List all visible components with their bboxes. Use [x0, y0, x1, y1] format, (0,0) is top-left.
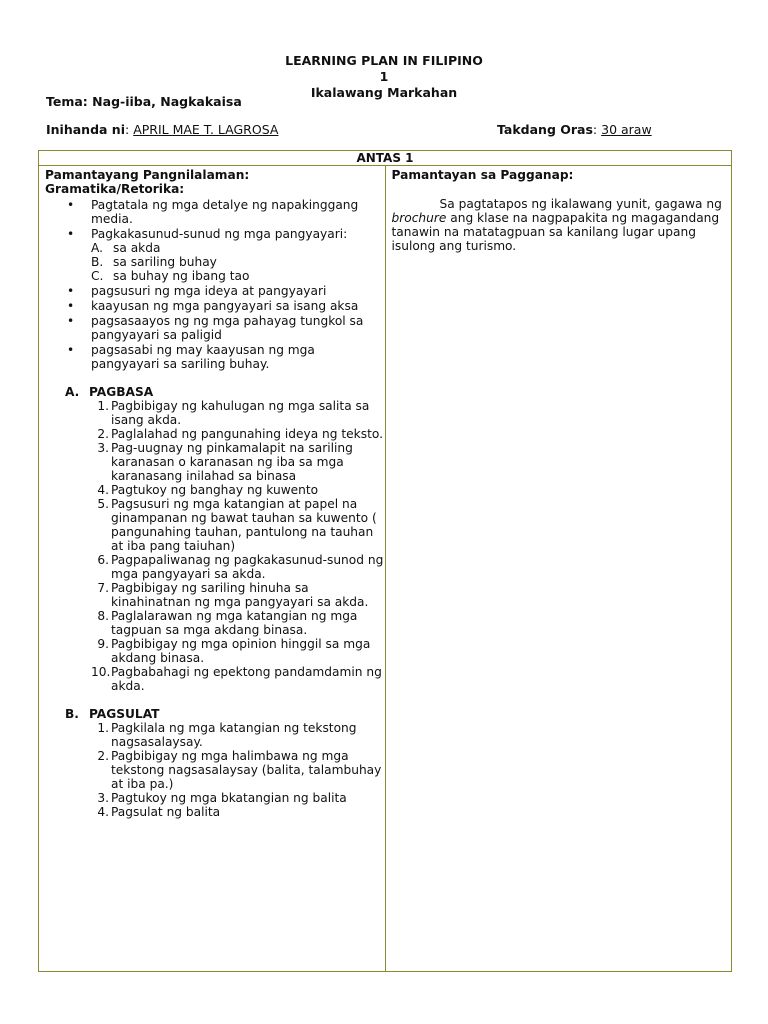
- grammar-heading: Gramatika/Retorika:: [45, 182, 185, 196]
- list-item: • Pagkakasunud-sunud ng mga pangyayari: A. sa akda B. sa sariling buhay C. sa buhay ng ibang tao: [67, 227, 385, 283]
- prepared-by-line: [46, 122, 278, 137]
- theme-label: Tema:: [46, 94, 88, 109]
- learning-plan-table: [38, 150, 732, 972]
- time-allotment-label: Takdang Oras: [497, 122, 593, 137]
- time-allotment-value: 30 araw: [601, 122, 652, 137]
- sublist-item: A. sa akda: [91, 241, 161, 255]
- grade-level: 1: [379, 69, 389, 84]
- section-marker: B.: [65, 707, 79, 721]
- list-item: 4. Pagsulat ng balita: [97, 805, 221, 819]
- list-item: 2. Pagbibigay ng mga halimbawa ng mga tekstong nagsasalaysay (balita, talambuhay at iba pa.): [97, 749, 382, 791]
- level-header: ANTAS 1: [39, 151, 732, 166]
- sublist-item: C. sa buhay ng ibang tao: [91, 269, 250, 283]
- sublist-item: B. sa sariling buhay: [91, 255, 217, 269]
- writing-list: [65, 721, 385, 819]
- prepared-by-name: APRIL MAE T. LAGROSA: [133, 122, 279, 137]
- writing-section: [65, 707, 385, 819]
- list-item: 3. Pag-uugnay ng pinkamalapit na sariling karanasan o karanasan ng iba sa mga karanasang inilahad sa binasa: [97, 441, 353, 483]
- list-item: 9. Pagbibigay ng mga opinion hinggil sa mga akdang binasa.: [97, 637, 371, 665]
- list-item: 5. Pagsusuri ng mga katangian at papel na ginampanan ng bawat tauhan sa kuwento ( pangunahing tauhan, pantulong na tauhan at iba pang taiuhan): [97, 497, 377, 553]
- performance-standard-cell: [385, 166, 732, 972]
- document-title: LEARNING PLAN IN FILIPINO: [285, 53, 483, 68]
- content-standard-heading: Pamantayang Pangnilalaman:: [45, 168, 250, 182]
- list-item: 8. Paglalarawan ng mga katangian ng mga tagpuan sa mga akdang binasa.: [97, 609, 358, 637]
- reading-list: [65, 399, 385, 693]
- list-item: 4. Pagtukoy ng banghay ng kuwento: [97, 483, 319, 497]
- performance-standard-text: Sa pagtatapos ng ikalawang yunit, gagawa ng brochure ang klase na nagpapakita ng magagandang tanawin na matatagpuan sa kanilang lugar upang isulong ang turismo.: [391, 197, 722, 253]
- list-item: 7. Pagbibigay ng sariling hinuha sa kinahinatnan ng mga pangyayari sa akda.: [97, 581, 369, 609]
- list-item: 6. Pagpapaliwanag ng pagkakasunud-sunod ng mga pangyayari sa akda.: [97, 553, 384, 581]
- list-item: • pagsasaayos ng ng mga pahayag tungkol sa pangyayari sa paligid: [67, 314, 385, 342]
- brochure-emphasis: brochure: [391, 211, 447, 225]
- content-standard-cell: [39, 166, 386, 972]
- writing-heading: PAGSULAT: [89, 707, 160, 721]
- time-allotment-sep: :: [592, 122, 598, 137]
- list-item: 10. Pagbabahagi ng epektong pandamdamin ng akda.: [91, 665, 382, 693]
- reading-heading: PAGBASA: [89, 385, 154, 399]
- list-item: 2. Paglalahad ng pangunahing ideya ng teksto.: [97, 427, 383, 441]
- list-item: • Pagtatala ng mga detalye ng napakinggang media.: [67, 198, 385, 226]
- time-allotment-line: [497, 122, 652, 137]
- list-item: • pagsasabi ng may kaayusan ng mga pangyayari sa sariling buhay.: [67, 343, 385, 371]
- list-item: 1. Pagbibigay ng kahulugan ng mga salita sa isang akda.: [97, 399, 370, 427]
- prepared-by-sep: :: [125, 122, 130, 137]
- reading-section: [65, 385, 385, 693]
- theme-line: [46, 94, 242, 109]
- sequence-sublist: [91, 241, 385, 283]
- theme-value: Nag-iiba, Nagkakaisa: [92, 94, 242, 109]
- section-marker: A.: [65, 385, 80, 399]
- grammar-list: [45, 198, 385, 371]
- quarter-label: Ikalawang Markahan: [310, 85, 458, 100]
- prepared-by-label: Inihanda ni: [46, 122, 125, 137]
- list-item: • pagsusuri ng mga ideya at pangyayari: [67, 284, 385, 298]
- performance-standard-heading: Pamantayan sa Pagganap:: [391, 168, 574, 182]
- list-item: • kaayusan ng mga pangyayari sa isang aksa: [67, 299, 385, 313]
- list-item: 3. Pagtukoy ng mga bkatangian ng balita: [97, 791, 347, 805]
- list-item: 1. Pagkilala ng mga katangian ng tekstong nagsasalaysay.: [97, 721, 357, 749]
